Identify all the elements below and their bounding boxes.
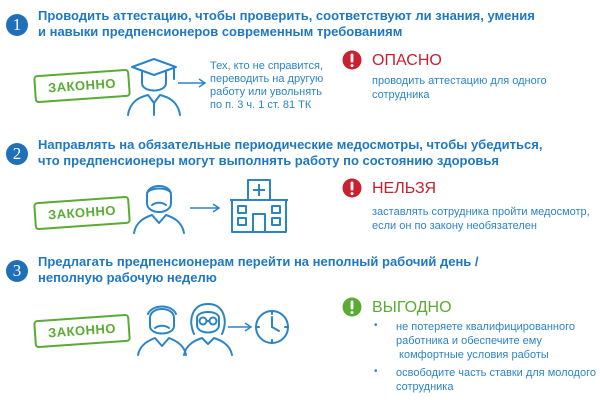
status-line: если он по закону необязателен bbox=[372, 220, 537, 232]
list-item-line: комфортные условия работы bbox=[396, 349, 549, 361]
note-line: Тех, кто не справится, bbox=[210, 60, 323, 72]
list-item-line: сотрудника bbox=[396, 381, 454, 393]
older-man-icon bbox=[136, 300, 188, 356]
arrow-icon bbox=[228, 322, 254, 332]
section-1-note bbox=[210, 60, 330, 112]
bullet-marker: • bbox=[374, 320, 378, 331]
exclamation-icon bbox=[342, 50, 362, 70]
section-1-heading-line2: и навыки предпенсионеров современным требованиям bbox=[38, 24, 403, 39]
list-item-line: не потеряете квалифицированного bbox=[396, 321, 575, 333]
arrow-icon bbox=[190, 203, 222, 213]
section-2-heading-line1: Направлять на обязательные периодические медосмотры, чтобы убедиться, bbox=[38, 137, 543, 152]
list-item-text bbox=[396, 320, 597, 362]
section-1-status-text bbox=[372, 74, 597, 102]
note-line: переводить на другую bbox=[210, 73, 324, 85]
graduate-icon bbox=[124, 55, 184, 117]
section-3-heading-line2: неполную рабочую неделю bbox=[38, 270, 217, 285]
step-number-3: 3 bbox=[6, 260, 28, 282]
section-2-status-title: НЕЛЬЗЯ bbox=[372, 180, 437, 197]
clock-icon bbox=[254, 309, 290, 345]
legal-stamp-2: ЗАКОННО bbox=[33, 196, 131, 231]
hospital-icon bbox=[228, 178, 290, 234]
legal-stamp-3: ЗАКОННО bbox=[33, 314, 131, 349]
list-item-line: освободите часть ставки для молодого bbox=[396, 367, 596, 379]
step-number-2: 2 bbox=[6, 143, 28, 165]
list-item bbox=[372, 320, 597, 362]
benefits-list bbox=[372, 320, 597, 394]
section-1-heading bbox=[38, 8, 598, 40]
section-3-status-title: ВЫГОДНО bbox=[372, 299, 452, 316]
bullet-marker: • bbox=[374, 366, 378, 377]
section-3-heading-line1: Предлагать предпенсионерам перейти на неполный рабочий день / bbox=[38, 254, 479, 269]
section-2-heading-line2: что предпенсионеры могут выполнять работу по состоянию здоровья bbox=[38, 153, 499, 168]
list-item-line: работника и обеспечите ему bbox=[396, 335, 542, 347]
man-with-mustache-icon bbox=[130, 175, 188, 235]
note-line: работу или увольнять bbox=[210, 86, 322, 98]
status-line: сотрудника bbox=[372, 89, 430, 101]
arrow-icon bbox=[178, 78, 208, 88]
older-woman-icon bbox=[182, 300, 234, 356]
section-1-status-title: ОПАСНО bbox=[372, 52, 442, 69]
step-number-1: 1 bbox=[6, 14, 28, 36]
section-1-heading-line1: Проводить аттестацию, чтобы проверить, соответствуют ли знания, умения bbox=[38, 8, 535, 23]
list-item-text bbox=[396, 366, 597, 394]
section-2-heading bbox=[38, 137, 598, 169]
legal-stamp-1: ЗАКОННО bbox=[33, 69, 131, 104]
list-item bbox=[372, 366, 597, 394]
status-line: проводить аттестацию для одного bbox=[372, 75, 547, 87]
exclamation-icon bbox=[342, 297, 362, 317]
status-line: заставлять сотрудника пройти медосмотр, bbox=[372, 206, 590, 218]
section-3-heading bbox=[38, 254, 598, 286]
note-line: по п. 3 ч. 1 ст. 81 ТК bbox=[210, 99, 312, 111]
section-2-status-text bbox=[372, 205, 597, 233]
exclamation-icon bbox=[342, 178, 362, 198]
